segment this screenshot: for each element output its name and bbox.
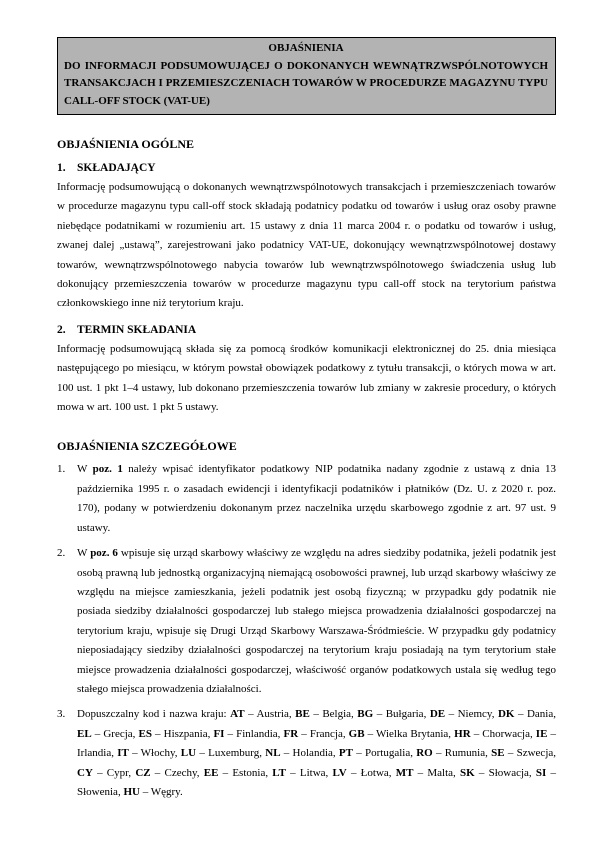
detailed-item-2-body: W poz. 6 wpisuje się urząd skarbowy właściwy ze względu na adres siedziby podatnika, jeżeli podatnik jest osobą prawną lub jednostką organizacyjną niemającą osobowości prawnej, lub urząd skarbowy właściwy ze względu na miejsce zamieszkania, jeżeli podatnik jest osobą fizyczną; w przypadku gdy podatnik nie posiada siedziby działalności gospodarczej lub stałego miejsca prowadzenia działalności gospodarczej na terytorium kraju, wpisuje się Drugi Urząd Skarbowy Warszawa-Śródmieście. W przypadku gdy podatnicy nieposiadający siedziby działalności gospodarczej na terytorium kraju posiadają na tym terytorium stałe miejsce prowadzenia działalności gospodarczej, właściwość organów podatkowych ustala się według tego stałego miejsca prowadzenia działalności. xyxy=(77,547,557,695)
detailed-item-2 xyxy=(57,544,556,699)
detailed-item-1 xyxy=(57,460,556,538)
general-item-1-heading xyxy=(57,162,556,174)
general-item-1-body: Informację podsumowującą o dokonanych wewnątrzwspólnotowych transakcjach i przemieszczeniach towarów w procedurze magazynu typu call-off stock składają podatnicy podatku od towarów i usług oraz osoby prawne niebędące podatnikami w rozumieniu art. 15 ustawy z dnia 11 marca 2004 r. o podatku od towarów i usług, zwanej dalej „ustawą”, zarejestrowani jako podatnicy VAT-UE, dokonujący wewnątrzwspólnotowej dostawy towarów, wewnątrzwspólnotowego nabycia towarów lub wewnątrzwspólnotowego świadczenia usług lub dokonujący przemieszczenia towarów w procedurze magazynu typu call-off stock na terytorium państwa członkowskiego inne niż terytorium kraju. xyxy=(57,181,556,310)
detailed-item-1-number: 1. xyxy=(57,463,66,476)
detailed-item-2-number: 2. xyxy=(57,547,66,560)
document-title: OBJAŚNIENIA xyxy=(268,42,344,54)
detailed-item-3 xyxy=(57,705,556,802)
general-item-1-number: 1. xyxy=(57,162,66,174)
document-subtitle: DO INFORMACJI PODSUMOWUJĄCEJ O DOKONANYCH WEWNĄTRZWSPÓLNOTOWYCH TRANSAKCJACH I PRZEMIESZCZENIACH TOWARÓW W PROCEDURZE MAGAZYNU TYPU CALL-OFF STOCK (VAT-UE) xyxy=(64,59,548,107)
detailed-item-3-number: 3. xyxy=(57,708,66,721)
section-title-detailed: OBJAŚNIENIA SZCZEGÓŁOWE xyxy=(57,439,237,454)
general-item-1-label: SKŁADAJĄCY xyxy=(77,162,156,174)
general-item-2-heading xyxy=(57,324,556,336)
detailed-list xyxy=(57,460,556,802)
general-item-2-body: Informację podsumowującą składa się za pomocą środków komunikacji elektronicznej do 25. dnia miesiąca następującego po miesiącu, w którym powstał obowiązek podatkowy z tytułu transakcji, o których mowa w art. 100 ust. 1 pkt 1–4 ustawy, lub dokonano przemieszczenia towarów lub zmiany w zakresie procedury, o których mowa w art. 100 ust. 1 pkt 5 ustawy. xyxy=(57,342,556,414)
general-item-2-label: TERMIN SKŁADANIA xyxy=(77,323,197,336)
detailed-item-1-body: W poz. 1 należy wpisać identyfikator podatkowy NIP podatnika nadany zgodnie z ustawą z dnia 13 października 1995 r. o zasadach ewidencji i identyfikacji podatników i płatników (Dz. U. z 2020 r. poz. 170), podany w potwierdzeniu dokonanym przez naczelnika urzędu skarbowego zgodnie z art. 97 ust. 9 ustawy. xyxy=(77,463,557,534)
document-title-box xyxy=(57,37,556,115)
detailed-item-3-body: Dopuszczalny kod i nazwa kraju: AT – Austria, BE – Belgia, BG – Bułgaria, DE – Niemcy, DK – Dania, EL – Grecja, ES – Hiszpania, FI – Finlandia, FR – Francja, GB – Wielka Brytania, HR – Chorwacja, IE – Irlandia, IT – Włochy, LU – Luxemburg, NL – Holandia, PT – Portugalia, RO – Rumunia, SE – Szwecja, CY – Cypr, CZ – Czechy, EE – Estonia, LT – Litwa, LV – Łotwa, MT – Malta, SK – Słowacja, SI – Słowenia, HU – Węgry. xyxy=(77,708,557,798)
section-title-general: OBJAŚNIENIA OGÓLNE xyxy=(57,137,195,151)
general-item-2-number: 2. xyxy=(57,323,66,336)
